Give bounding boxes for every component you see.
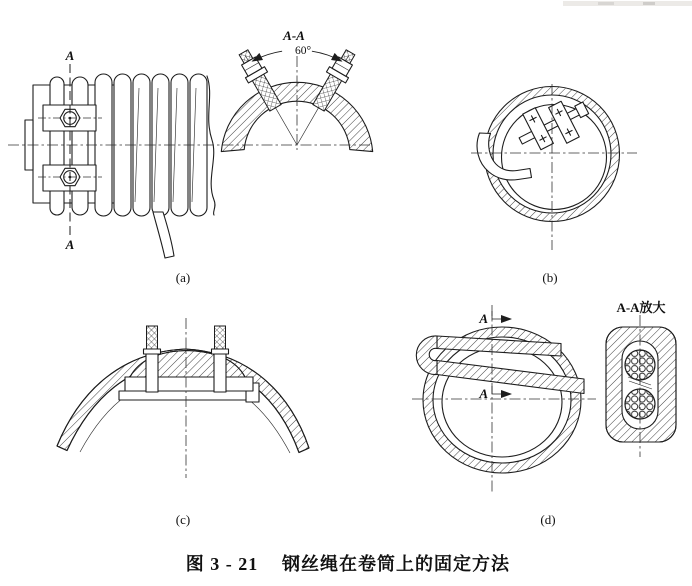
panel-a-label: (a) (175, 270, 191, 285)
section-view-title: A-A (283, 28, 305, 43)
panel-c-label: (c) (175, 512, 191, 527)
detail-view-title: A-A放大 (616, 300, 666, 315)
lower-plate (119, 391, 259, 400)
panel-a-section-view (221, 28, 372, 152)
panel-d-detail-view (606, 300, 676, 457)
rope-tail (153, 212, 174, 258)
stud-right (212, 326, 229, 392)
section-arrow-top (492, 311, 511, 319)
panel-d-label: (d) (540, 512, 556, 527)
panel-a-rope-clamp-side-view (8, 28, 373, 285)
stud-left (144, 326, 161, 392)
section-label-d-top: A (479, 311, 488, 326)
figure-number: 图 3 - 21 (185, 554, 259, 574)
panel-c-stud-clamp-view (57, 318, 309, 527)
section-label-d-mid: A (479, 386, 488, 401)
panel-d-wedge-fixing-view (412, 300, 676, 527)
figure-title: 钢丝绳在卷筒上的固定方法 (282, 554, 510, 574)
panel-b-label: (b) (542, 270, 558, 285)
section-label-a-top: A (65, 48, 75, 63)
figure-caption (186, 553, 510, 574)
angle-dimension-label: 60° (294, 45, 312, 57)
section-label-a-bottom: A (65, 237, 75, 252)
drum-break-line (207, 76, 215, 215)
panel-b-internal-clamp-view (471, 84, 637, 285)
clamp-plate (125, 377, 253, 391)
